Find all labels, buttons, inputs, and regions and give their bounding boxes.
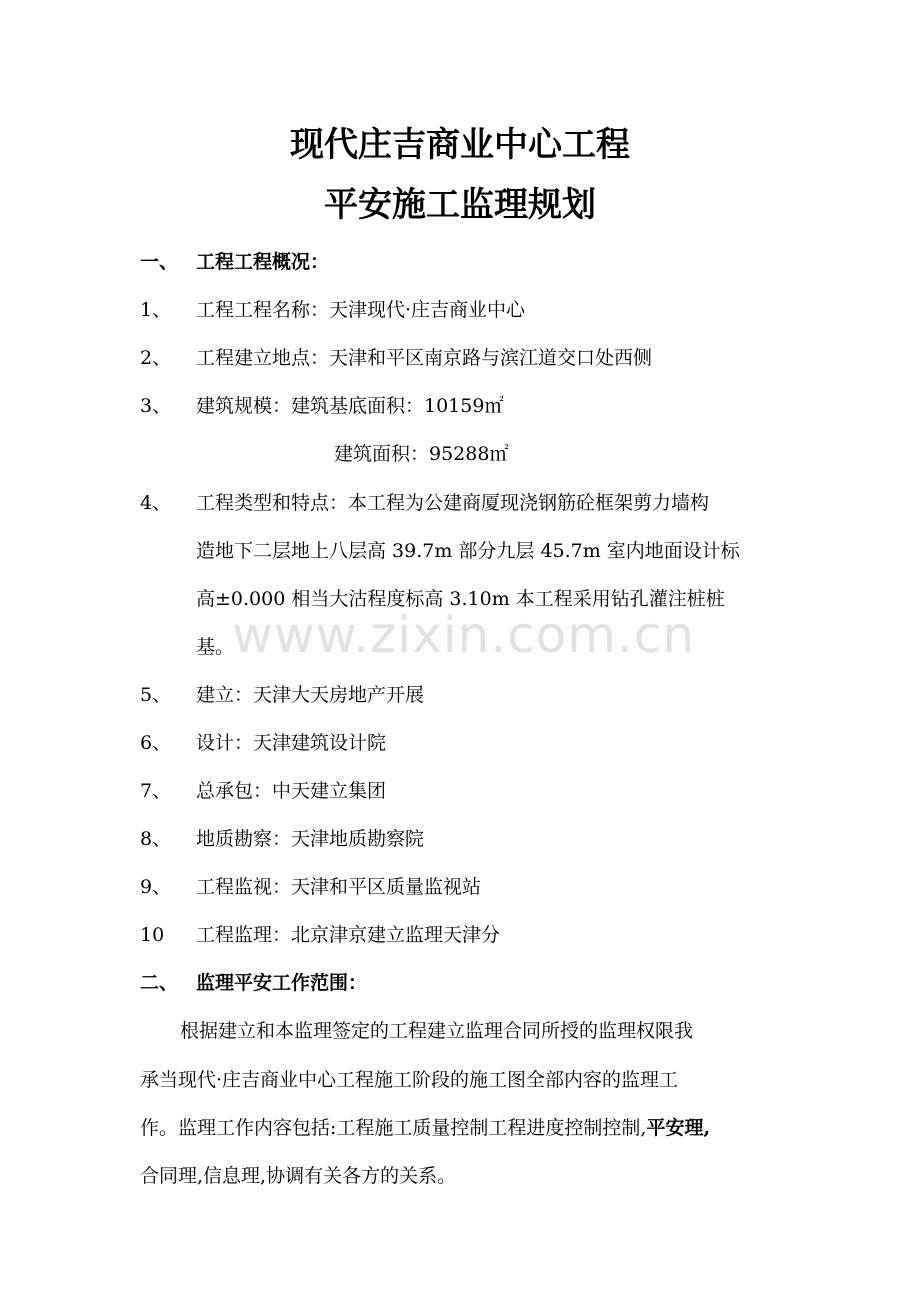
- item-number: 5、: [140, 684, 172, 706]
- item-number: 9、: [140, 876, 172, 898]
- paragraph-line3-bold: 平安理,: [646, 1117, 711, 1139]
- item-text: 设计：天津建筑设计院: [196, 732, 387, 754]
- item-number: 4、: [140, 492, 172, 514]
- document-title-line1: 现代庄吉商业中心工程: [290, 125, 630, 165]
- item4-continuation-line1: 造地下二层地上八层高 39.7m 部分九层 45.7m 室内地面设计标: [196, 540, 740, 562]
- item-number: 7、: [140, 780, 172, 802]
- item-text: 总承包：中天建立集团: [196, 780, 387, 802]
- paragraph-line3-text: 作。监理工作内容包括:工程施工质量控制工程进度控制控制,: [140, 1117, 647, 1139]
- paragraph-line3: [140, 1116, 785, 1140]
- section1-number: 一、: [140, 251, 179, 273]
- item-text: 工程监视：天津和平区质量监视站: [196, 876, 482, 898]
- item-text: 工程类型和特点：本工程为公建商厦现浇钢筋砼框架剪力墙构: [196, 492, 710, 514]
- section2-title: 监理平安工作范围：: [196, 972, 368, 994]
- paragraph-line1: 根据建立和本监理签定的工程建立监理合同所授的监理权限我: [180, 1020, 694, 1042]
- item-number: 3、: [140, 395, 172, 417]
- item-number: 1、: [140, 299, 172, 321]
- paragraph-line4: 合同理,信息理,协调有关各方的关系。: [140, 1165, 457, 1187]
- item-number: 10: [140, 924, 165, 946]
- item-number: 8、: [140, 828, 172, 850]
- item-number: 6、: [140, 732, 172, 754]
- item-text: 建筑规模：建筑基底面积：10159㎡: [196, 395, 504, 417]
- item4-continuation-line3: 基。: [196, 636, 235, 658]
- item-text: 工程监理：北京津京建立监理天津分: [196, 924, 501, 946]
- item-number: 2、: [140, 347, 172, 369]
- item-text: 地质勘察：天津地质勘察院: [196, 828, 425, 850]
- document-title-line2: 平安施工监理规划: [324, 185, 596, 225]
- item4-continuation-line2: 高±0.000 相当大沽程度标高 3.10m 本工程采用钻孔灌注桩桩: [196, 588, 725, 610]
- section2-number: 二、: [140, 972, 179, 994]
- watermark-text: www.zixin.com.cn: [232, 606, 696, 664]
- item-text: 工程建立地点：天津和平区南京路与滨江道交口处西侧: [196, 347, 653, 369]
- section1-title: 工程工程概况：: [196, 251, 330, 273]
- paragraph-line2: 承当现代·庄吉商业中心工程施工阶段的施工图全部内容的监理工: [140, 1069, 679, 1091]
- item-text: 工程工程名称：天津现代·庄吉商业中心: [196, 299, 526, 321]
- item-text: 建立：天津大天房地产开展: [196, 684, 425, 706]
- item3-continuation: 建筑面积：95288㎡: [334, 443, 509, 465]
